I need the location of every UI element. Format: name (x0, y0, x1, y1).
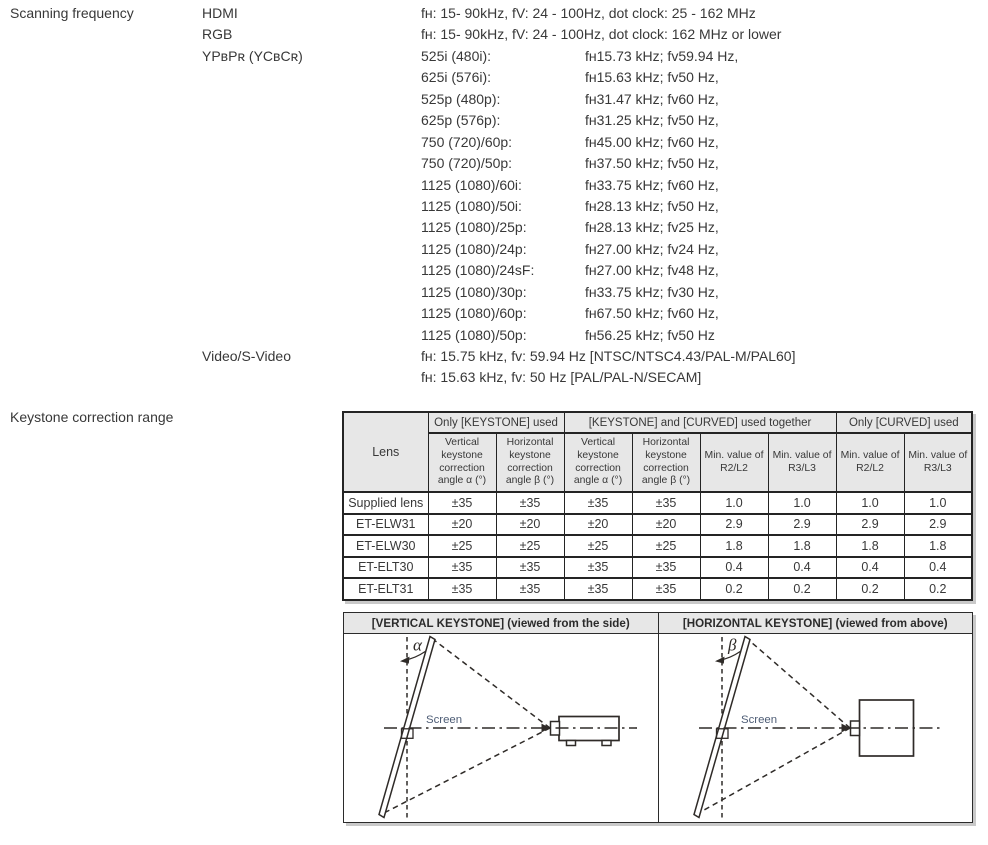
vertical-keystone-drawing (344, 634, 657, 822)
horizontal-keystone-title: [HORIZONTAL KEYSTONE] (viewed from above) (658, 613, 973, 633)
mode-name: 625i (576i): (421, 69, 492, 86)
table-cell: 2.9 (768, 514, 836, 536)
table-row (343, 557, 972, 579)
frequency-value: fʜ31.47 kHz; fv60 Hz, (585, 90, 719, 107)
signal-source: YPʙPʀ (YCʙCʀ) (202, 47, 303, 64)
spec-value: fʜ: 15- 90kHz, fV: 24 - 100Hz, dot clock: 162 MHz or lower (421, 26, 782, 43)
table-cell: 0.2 (700, 578, 768, 600)
spec-row (10, 153, 795, 174)
keystone-diagram-box (343, 612, 973, 823)
table-cell: 1.8 (836, 535, 904, 557)
horizontal-keystone-diagram (658, 634, 973, 822)
mode-name: 1125 (1080)/24p: (421, 240, 527, 257)
table-cell: ±35 (428, 557, 496, 579)
signal-source: RGB (202, 26, 233, 43)
table-cell: ±35 (428, 492, 496, 514)
frequency-value: fʜ28.13 kHz; fv50 Hz, (585, 197, 719, 214)
lens-name: ET-ELW31 (343, 514, 428, 536)
table-cell: 0.2 (836, 578, 904, 600)
projector-foot-front (567, 741, 576, 746)
table-cell: ±35 (632, 557, 700, 579)
spec-row (10, 89, 795, 110)
table-cell: ±35 (632, 578, 700, 600)
frequency-value: fʜ37.50 kHz; fv50 Hz, (585, 155, 719, 172)
table-cell: ±25 (428, 535, 496, 557)
vertical-keystone-diagram (344, 634, 658, 822)
frequency-value: fʜ56.25 kHz; fv50 Hz (585, 326, 715, 343)
signal-source: HDMI (202, 5, 238, 21)
table-cell: 1.8 (700, 535, 768, 557)
mode-name: 1125 (1080)/24sF: (421, 262, 535, 279)
column-header: Vertical keystone correction angle α (°) (428, 433, 496, 492)
table-cell: ±35 (564, 578, 632, 600)
angle-arc-arrowhead (400, 657, 410, 664)
lens-name: ET-ELW30 (343, 535, 428, 557)
column-header: Min. value of R2/L2 (836, 433, 904, 492)
spec-row (10, 239, 795, 260)
spec-row (10, 325, 795, 346)
table-cell: 1.0 (904, 492, 972, 514)
keystone-section-label: Keystone correction range (10, 409, 174, 425)
table-cell: ±20 (428, 514, 496, 536)
spec-row (10, 110, 795, 131)
frequency-value: fʜ45.00 kHz; fv60 Hz, (585, 133, 719, 150)
table-cell: 0.4 (904, 557, 972, 579)
table-cell: ±25 (496, 535, 564, 557)
mode-name: 1125 (1080)/60p: (421, 305, 527, 322)
table-cell: 1.8 (904, 535, 972, 557)
table-row (343, 578, 972, 600)
mode-name: 1125 (1080)/60i: (421, 176, 522, 193)
frequency-value: fʜ33.75 kHz; fv60 Hz, (585, 176, 719, 193)
table-cell: ±20 (496, 514, 564, 536)
spec-value: fʜ: 15.75 kHz, fv: 59.94 Hz [NTSC/NTSC4.43/PAL-M/PAL60] (421, 348, 796, 364)
group-header-keystone-curved: [KEYSTONE] and [CURVED] used together (564, 412, 836, 433)
spec-row (10, 346, 795, 367)
table-cell: ±35 (496, 578, 564, 600)
mode-name: 1125 (1080)/50i: (421, 197, 522, 214)
table-subheader-row (343, 433, 972, 492)
table-row (343, 514, 972, 536)
mode-name: 525i (480i): (421, 47, 492, 64)
section-label: Scanning frequency (10, 5, 134, 21)
group-header-curved-only: Only [CURVED] used (836, 412, 972, 433)
table-cell: 0.4 (768, 557, 836, 579)
table-cell: ±35 (564, 557, 632, 579)
mode-name: 750 (720)/50p: (421, 155, 513, 172)
table-cell: 2.9 (904, 514, 972, 536)
table-cell: ±25 (632, 535, 700, 557)
spec-row (10, 46, 795, 67)
mode-name: 1125 (1080)/50p: (421, 326, 527, 343)
screen-label: Screen (426, 714, 463, 726)
mode-name: 1125 (1080)/25p: (421, 219, 527, 236)
table-cell: ±20 (632, 514, 700, 536)
column-header: Vertical keystone correction angle α (°) (564, 433, 632, 492)
spec-value: fʜ: 15.63 kHz, fv: 50 Hz [PAL/PAL-N/SECAM] (421, 369, 702, 386)
column-header: Horizontal keystone correction angle β (°) (496, 433, 564, 492)
spec-row (10, 67, 795, 88)
table-cell: 1.8 (768, 535, 836, 557)
table-cell: 0.2 (904, 578, 972, 600)
horizontal-keystone-drawing (659, 634, 971, 822)
mode-name: 525p (480p): (421, 90, 501, 107)
lens-name: Supplied lens (343, 492, 428, 514)
table-cell: 1.0 (700, 492, 768, 514)
frequency-value: fʜ27.00 kHz; fv48 Hz, (585, 262, 719, 279)
table-row (343, 492, 972, 514)
mode-name: 750 (720)/60p: (421, 133, 513, 150)
table-cell: ±25 (564, 535, 632, 557)
frequency-value: fʜ28.13 kHz; fv25 Hz, (585, 219, 719, 236)
table-cell: 0.4 (836, 557, 904, 579)
frequency-value: fʜ15.73 kHz; fv59.94 Hz, (585, 47, 739, 64)
table-cell: ±35 (496, 492, 564, 514)
table-cell: ±20 (564, 514, 632, 536)
screen-label: Screen (740, 714, 777, 726)
spec-row (10, 217, 795, 238)
lens-column-header: Lens (343, 412, 428, 492)
spec-row (10, 367, 795, 388)
keystone-correction-table (342, 411, 973, 601)
spec-value: fʜ: 15- 90kHz, fV: 24 - 100Hz, dot clock: 25 - 162 MHz (421, 5, 756, 21)
column-header: Min. value of R2/L2 (700, 433, 768, 492)
frequency-value: fʜ67.50 kHz; fv60 Hz, (585, 305, 719, 322)
angle-arc-arrowhead (715, 657, 725, 664)
spec-row (10, 260, 795, 281)
spec-row (10, 132, 795, 153)
table-cell: 1.0 (768, 492, 836, 514)
table-cell: 0.2 (768, 578, 836, 600)
spec-row (10, 282, 795, 303)
table-cell: ±35 (564, 492, 632, 514)
alpha-angle-label: α (413, 635, 422, 655)
diagram-panels (344, 634, 972, 822)
lens-name: ET-ELT30 (343, 557, 428, 579)
diagram-header-row (344, 613, 972, 634)
table-cell: 1.0 (836, 492, 904, 514)
group-header-keystone-only: Only [KEYSTONE] used (428, 412, 564, 433)
frequency-value: fʜ15.63 kHz; fv50 Hz, (585, 69, 719, 86)
frequency-value: fʜ27.00 kHz; fv24 Hz, (585, 240, 719, 257)
vertical-keystone-title: [VERTICAL KEYSTONE] (viewed from the side) (371, 617, 630, 630)
table-group-header-row (343, 412, 972, 433)
table-cell: 2.9 (700, 514, 768, 536)
table-cell: 0.4 (700, 557, 768, 579)
table-row (343, 535, 972, 557)
spec-row (10, 196, 795, 217)
table-cell: ±35 (496, 557, 564, 579)
signal-source: Video/S-Video (202, 348, 291, 364)
column-header: Min. value of R3/L3 (904, 433, 972, 492)
lens-name: ET-ELT31 (343, 578, 428, 600)
projector-foot-rear (602, 741, 611, 746)
table-cell: ±35 (632, 492, 700, 514)
mode-name: 625p (576p): (421, 112, 501, 129)
beta-angle-label: β (727, 635, 736, 655)
frequency-value: fʜ31.25 kHz; fv50 Hz, (585, 112, 719, 129)
table-cell: 2.9 (836, 514, 904, 536)
table-cell: ±35 (428, 578, 496, 600)
frequency-value: fʜ33.75 kHz; fv30 Hz, (585, 283, 719, 300)
mode-name: 1125 (1080)/30p: (421, 283, 527, 300)
spec-row (10, 175, 795, 196)
spec-row (10, 3, 795, 24)
spec-row (10, 303, 795, 324)
column-header: Horizontal keystone correction angle β (°) (632, 433, 700, 492)
spec-row (10, 24, 795, 45)
scanning-frequency-section (10, 3, 795, 389)
column-header: Min. value of R3/L3 (768, 433, 836, 492)
